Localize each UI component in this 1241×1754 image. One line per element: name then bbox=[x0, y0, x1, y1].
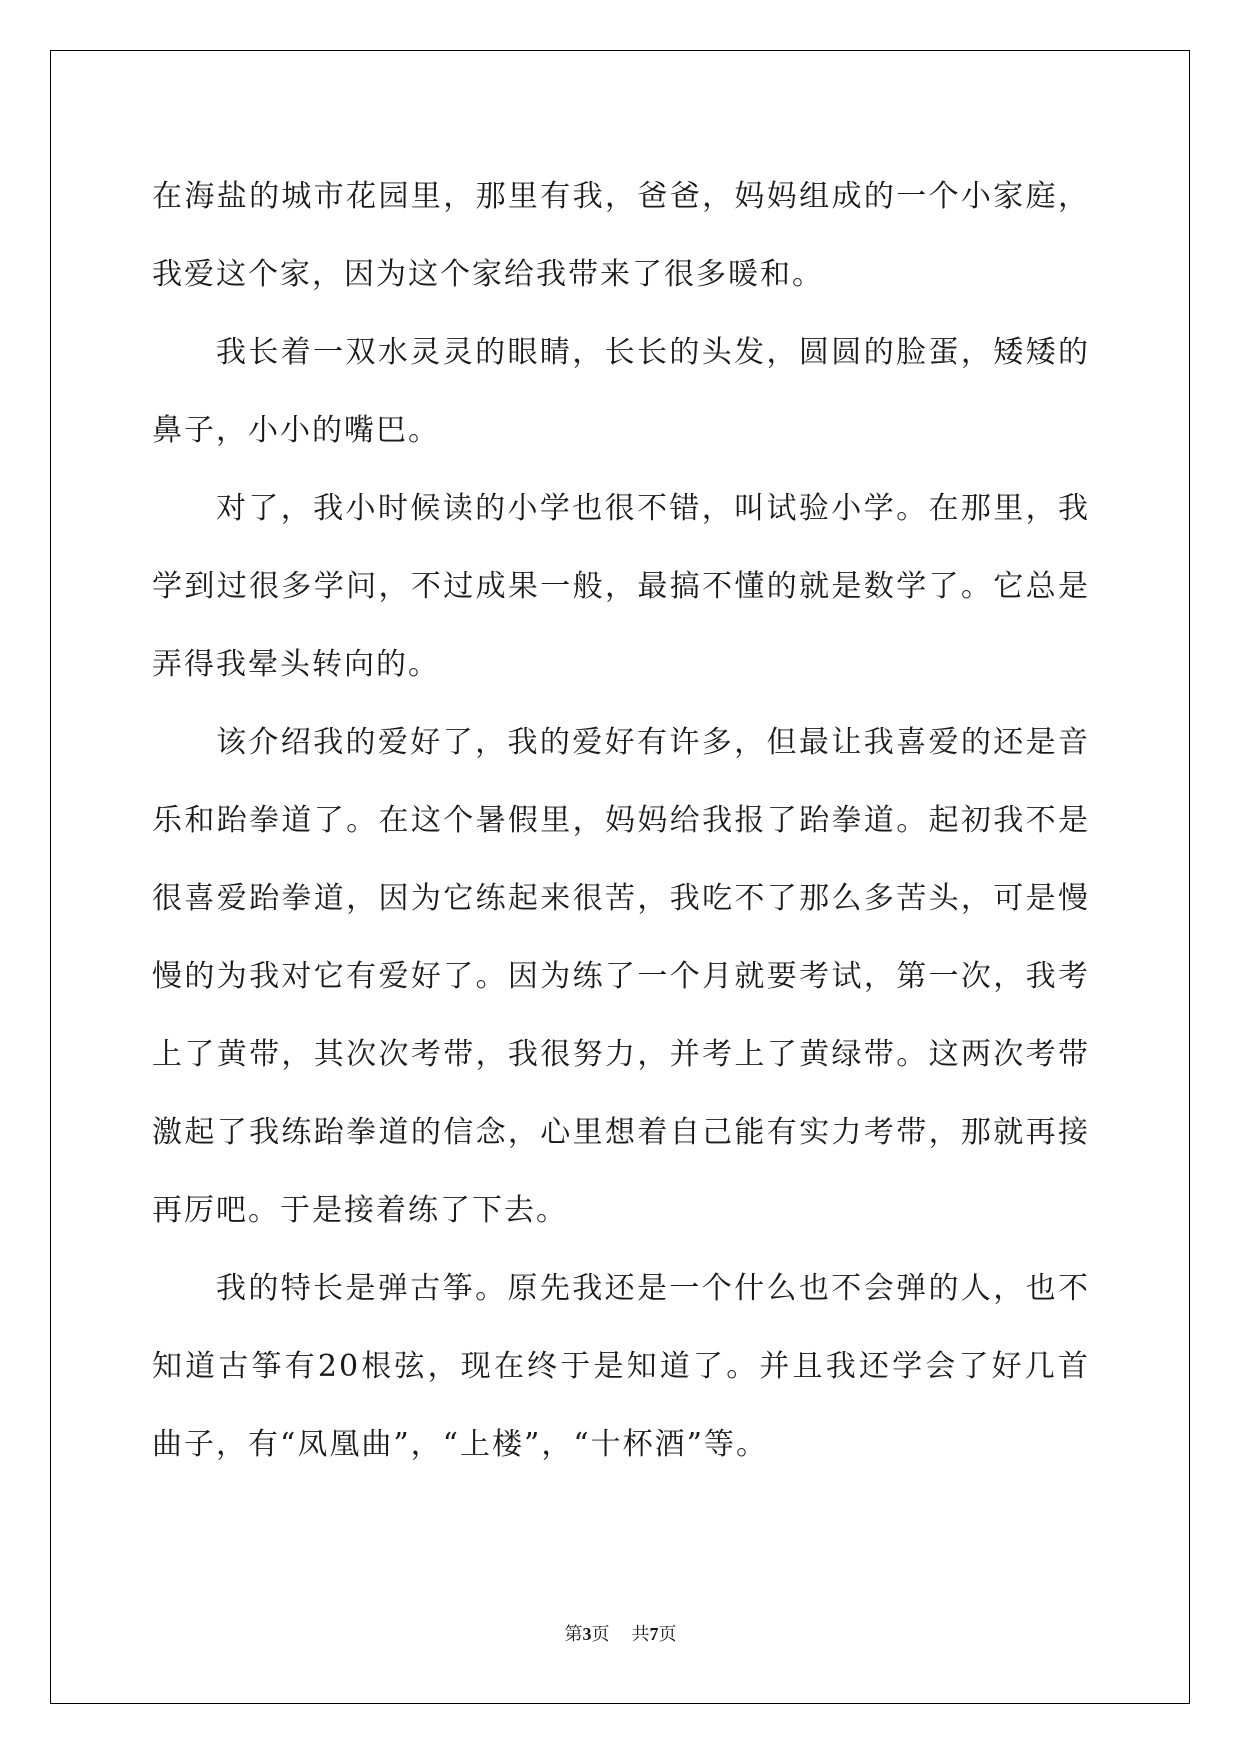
paragraph-5: 我的特长是弹古筝。原先我还是一个什么也不会弹的人，也不知道古筝有20根弦，现在终于是知道了。并且我还学会了好几首曲子，有“凤凰曲”，“上楼”，“十杯酒”等。 bbox=[152, 1271, 1090, 1462]
page-number: 3 bbox=[582, 1624, 592, 1644]
paragraph-3: 对了，我小时候读的小学也很不错，叫试验小学。在那里，我学到过很多学问，不过成果一般，最搞不懂的就是数学了。它总是弄得我晕头转向的。 bbox=[152, 491, 1090, 682]
page-suffix: 页 bbox=[591, 1624, 610, 1645]
page-prefix: 第 bbox=[564, 1624, 583, 1645]
total-suffix: 页 bbox=[658, 1624, 677, 1645]
paragraph-1: 在海盐的城市花园里，那里有我，爸爸，妈妈组成的一个小家庭，我爱这个家，因为这个家给我带来了很多暖和。 bbox=[152, 179, 1090, 292]
total-prefix: 共 bbox=[631, 1624, 650, 1645]
document-body bbox=[152, 158, 1090, 1484]
paragraph-4: 该介绍我的爱好了，我的爱好有许多，但最让我喜爱的还是音乐和跆拳道了。在这个暑假里，妈妈给我报了跆拳道。起初我不是很喜爱跆拳道，因为它练起来很苦，我吃不了那么多苦头，可是慢慢的为我对它有爱好了。因为练了一个月就要考试，第一次，我考上了黄带，其次次考带，我很努力，并考上了黄绿带。这两次考带激起了我练跆拳道的信念，心里想着自己能有实力考带，那就再接再厉吧。于是接着练了下去。 bbox=[152, 725, 1090, 1228]
total-pages: 7 bbox=[649, 1624, 659, 1644]
page-footer bbox=[0, 1620, 1241, 1646]
paragraph-2: 我长着一双水灵灵的眼睛，长长的头发，圆圆的脸蛋，矮矮的鼻子，小小的嘴巴。 bbox=[152, 335, 1090, 448]
